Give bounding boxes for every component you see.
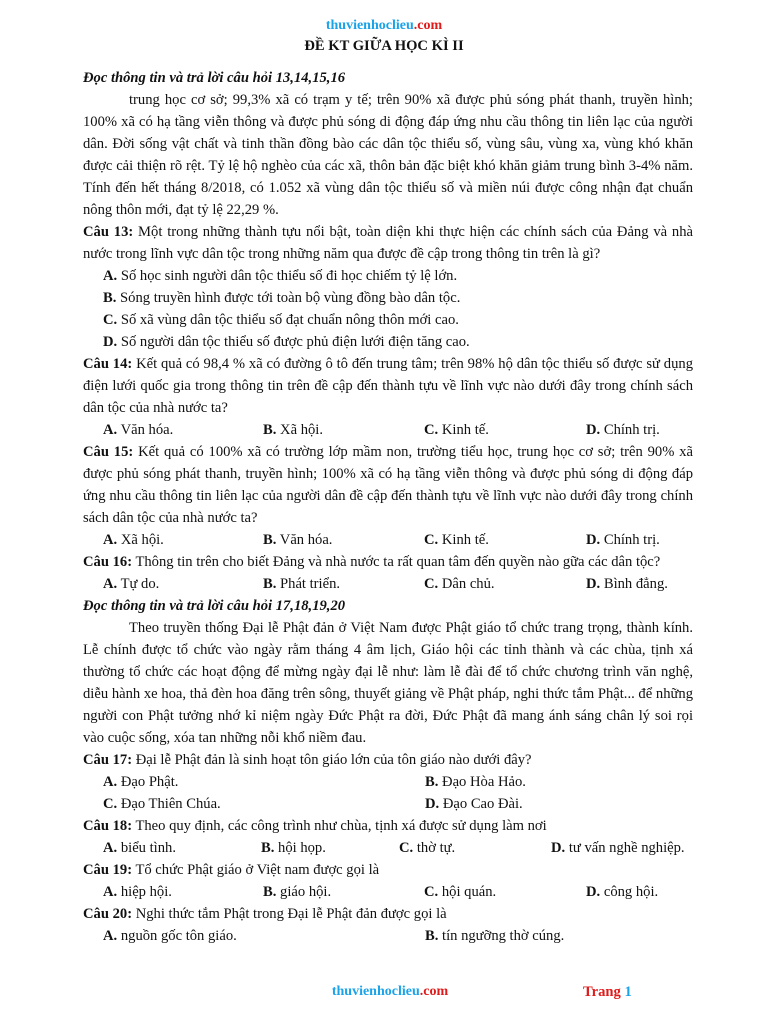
option-key: A. xyxy=(103,576,118,592)
option-text: nguồn gốc tôn giáo. xyxy=(117,928,237,944)
answer-options-row xyxy=(103,925,693,947)
option-key: A. xyxy=(103,884,118,900)
option-key: B. xyxy=(263,532,277,548)
question-text: Đại lễ Phật đản là sinh hoạt tôn giáo lớn của tôn giáo nào dưới đây? xyxy=(132,752,532,768)
question-20 xyxy=(83,903,693,925)
answer-options-row xyxy=(103,771,693,793)
answer-option xyxy=(103,837,261,859)
option-key: C. xyxy=(424,532,439,548)
question-label: Câu 19: xyxy=(83,862,133,878)
content xyxy=(83,67,693,947)
option-text: Chính trị. xyxy=(600,422,660,438)
question-text: Nghi thức tắm Phật trong Đại lễ Phật đản được gọi là xyxy=(132,906,447,922)
answer-option xyxy=(424,419,586,441)
option-key: B. xyxy=(261,840,275,856)
answer-option xyxy=(103,793,425,815)
footer-site-name-main: thuvienhoclieu xyxy=(331,984,420,999)
option-key: C. xyxy=(424,884,439,900)
answer-option xyxy=(263,881,424,903)
question-text: Kết quả có 100% xã có trường lớp mầm non, trường tiểu học, trung học cơ sở; trên 90% xã được phủ sóng phát thanh, truyền hình; 100% xã có hạ tầng viễn thông và được phủ sóng di động đáp ứng nhu cầu thông tin liên lạc của người dân đề cập đến thành tựu về lĩnh vực nào dưới đây trong chính sách dân tộc của nhà nước ta? xyxy=(83,444,693,526)
answer-options-row xyxy=(103,881,693,903)
option-text: Dân chủ. xyxy=(438,576,495,592)
question-text: Tổ chức Phật giáo ở Việt nam được gọi là xyxy=(132,862,380,878)
answer-option xyxy=(425,925,564,947)
option-text: Chính trị. xyxy=(600,532,660,548)
option-key: A. xyxy=(103,840,118,856)
option-text: tín ngưỡng thờ cúng. xyxy=(438,928,565,944)
option-key: B. xyxy=(425,774,439,790)
question-13 xyxy=(83,221,693,265)
option-text: Tự do. xyxy=(117,576,160,592)
option-key: A. xyxy=(103,774,118,790)
option-text: Kinh tế. xyxy=(438,422,489,438)
answer-option xyxy=(103,331,693,353)
option-text: Đạo Hòa Hảo. xyxy=(438,774,526,790)
option-key: D. xyxy=(551,840,566,856)
option-key: D. xyxy=(586,422,601,438)
option-text: Số xã vùng dân tộc thiểu số đạt chuẩn nông thôn mới cao. xyxy=(117,312,459,328)
option-text: Đạo Cao Đài. xyxy=(439,796,523,812)
question-label: Câu 18: xyxy=(83,818,133,834)
answer-option xyxy=(103,265,693,287)
section-heading: Đọc thông tin và trả lời câu hỏi 17,18,19,20 xyxy=(83,598,346,614)
option-text: Phát triển. xyxy=(276,576,341,592)
answer-options-row xyxy=(103,793,693,815)
answer-option xyxy=(425,771,526,793)
answer-option xyxy=(586,881,658,903)
option-key: D. xyxy=(586,576,601,592)
option-text: Văn hóa. xyxy=(276,532,333,548)
option-key: D. xyxy=(586,884,601,900)
option-text: công hội. xyxy=(600,884,659,900)
question-15 xyxy=(83,441,693,529)
question-label: Câu 17: xyxy=(83,752,133,768)
answer-option xyxy=(103,881,263,903)
option-key: A. xyxy=(103,422,118,438)
option-text: Sóng truyền hình được tới toàn bộ vùng đồng bào dân tộc. xyxy=(116,290,461,306)
option-text: thờ tự. xyxy=(413,840,456,856)
option-text: Xã hội. xyxy=(117,532,164,548)
answer-option xyxy=(263,529,424,551)
question-17 xyxy=(83,749,693,771)
answer-option xyxy=(399,837,551,859)
answer-options-row xyxy=(103,529,693,551)
answer-option xyxy=(424,529,586,551)
answer-option xyxy=(103,287,693,309)
option-key: B. xyxy=(263,576,277,592)
footer-site-name xyxy=(0,982,768,1002)
option-key: A. xyxy=(103,532,118,548)
answer-option xyxy=(103,529,263,551)
answer-option xyxy=(425,793,523,815)
page-label: Trang xyxy=(583,984,621,1000)
question-text: Một trong những thành tựu nổi bật, toàn diện khi thực hiện các chính sách của Đảng và nhà nước trong lĩnh vực dân tộc trong những năm qua được đề cập trong thông tin trên là gì? xyxy=(83,224,693,262)
answer-option xyxy=(103,309,693,331)
question-16 xyxy=(83,551,693,573)
option-text: hội họp. xyxy=(274,840,326,856)
option-key: A. xyxy=(103,268,118,284)
answer-option xyxy=(551,837,685,859)
option-text: tư vấn nghề nghiệp. xyxy=(565,840,685,856)
option-text: Bình đẳng. xyxy=(600,576,668,592)
document-title: ĐỀ KT GIỮA HỌC KÌ II xyxy=(304,38,464,54)
answer-option xyxy=(586,419,660,441)
option-key: C. xyxy=(399,840,414,856)
option-key: C. xyxy=(424,576,439,592)
option-key: C. xyxy=(103,796,118,812)
question-text: Kết quả có 98,4 % xã có đường ô tô đến trung tâm; trên 98% hộ dân tộc thiểu số được sử dụng điện lưới quốc gia trong thông tin trên đề cập đến thành tựu về lĩnh vực nào dưới đây trong chính sách dân tộc của nhà nước ta? xyxy=(83,356,693,416)
reading-passage: Theo truyền thống Đại lễ Phật đản ở Việt Nam được Phật giáo tổ chức trang trọng, thành kính. Lễ chính được tổ chức vào ngày rằm tháng 4 âm lịch, Giáo hội các tỉnh thành và các chùa, tịnh xá thường tổ chức các hoạt động để mừng ngày đại lễ như: làm lễ đài để tổ chức chương trình văn nghệ, diễu hành xe hoa, thả đèn hoa đăng trên sông, thuyết giảng về Phật pháp, nghi thức tắm Phật... để những người con Phật tưởng nhớ kỉ niệm ngày Đức Phật ra đời, Đức Phật đã mang ánh sáng chân lý soi rọi vào cuộc sống, xóa tan những nỗi khổ niềm đau. xyxy=(83,620,693,746)
option-key: B. xyxy=(425,928,439,944)
question-18 xyxy=(83,815,693,837)
question-label: Câu 14: xyxy=(83,356,133,372)
option-text: hội quán. xyxy=(438,884,497,900)
answer-option xyxy=(586,529,660,551)
header-site-name-main: thuvienhoclieu xyxy=(325,18,414,33)
answer-options-row xyxy=(103,837,693,859)
question-19 xyxy=(83,859,693,881)
answer-option xyxy=(103,573,263,595)
answer-option xyxy=(586,573,668,595)
option-text: hiệp hội. xyxy=(117,884,172,900)
answer-option xyxy=(263,419,424,441)
option-text: Đạo Thiên Chúa. xyxy=(117,796,221,812)
option-key: B. xyxy=(103,290,117,306)
option-key: B. xyxy=(263,422,277,438)
question-label: Câu 16: xyxy=(83,554,133,570)
reading-passage: trung học cơ sở; 99,3% xã có trạm y tế; trên 90% xã được phủ sóng phát thanh, truyền hình; 100% xã có hạ tầng viễn thông và được phủ sóng di động đáp ứng nhu cầu thông tin liên lạc của người dân. Đời sống vật chất và tinh thần đồng bào các dân tộc thiểu số, vùng sâu, vùng xa, vùng khó khăn được cải thiện rõ rệt. Tỷ lệ hộ nghèo của các xã, thôn bản đặc biệt khó khăn giảm trung bình 3-4% năm. Tính đến hết tháng 8/2018, có 1.052 xã vùng dân tộc thiểu số và miền núi được công nhận đạt chuẩn nông thôn mới, đạt tỷ lệ 22,29 %. xyxy=(83,92,693,218)
option-text: Kinh tế. xyxy=(438,532,489,548)
question-label: Câu 20: xyxy=(83,906,133,922)
question-label: Câu 13: xyxy=(83,224,134,240)
question-text: Thông tin trên cho biết Đảng và nhà nước ta rất quan tâm đến quyền nào gữa các dân tộc? xyxy=(132,554,661,570)
question-label: Câu 15: xyxy=(83,444,134,460)
answer-option xyxy=(424,881,586,903)
answer-option xyxy=(261,837,399,859)
option-key: C. xyxy=(424,422,439,438)
option-text: Văn hóa. xyxy=(117,422,174,438)
answer-options-row xyxy=(103,419,693,441)
answer-option xyxy=(103,925,425,947)
option-text: Đạo Phật. xyxy=(117,774,179,790)
page-number xyxy=(583,982,632,1002)
option-key: D. xyxy=(103,334,118,350)
option-text: biểu tình. xyxy=(117,840,176,856)
option-key: B. xyxy=(263,884,277,900)
option-text: Số học sinh người dân tộc thiểu số đi học chiếm tỷ lệ lớn. xyxy=(117,268,458,284)
answer-option xyxy=(424,573,586,595)
option-key: D. xyxy=(586,532,601,548)
page-number-value: 1 xyxy=(624,984,632,1000)
option-key: A. xyxy=(103,928,118,944)
header-site-name xyxy=(0,16,768,36)
question-14 xyxy=(83,353,693,419)
section-heading: Đọc thông tin và trả lời câu hỏi 13,14,15,16 xyxy=(83,70,346,86)
footer-site-name-tld: .com xyxy=(419,984,449,999)
option-key: C. xyxy=(103,312,118,328)
option-text: Số người dân tộc thiểu số được phủ điện lưới điện tăng cao. xyxy=(117,334,470,350)
answer-option xyxy=(103,771,425,793)
answer-option xyxy=(103,419,263,441)
answer-option xyxy=(263,573,424,595)
option-text: giáo hội. xyxy=(276,884,332,900)
option-key: D. xyxy=(425,796,440,812)
question-text: Theo quy định, các công trình như chùa, tịnh xá được sử dụng làm nơi xyxy=(132,818,547,834)
option-text: Xã hội. xyxy=(276,422,324,438)
answer-options-row xyxy=(103,573,693,595)
header-site-name-tld: .com xyxy=(413,18,443,33)
